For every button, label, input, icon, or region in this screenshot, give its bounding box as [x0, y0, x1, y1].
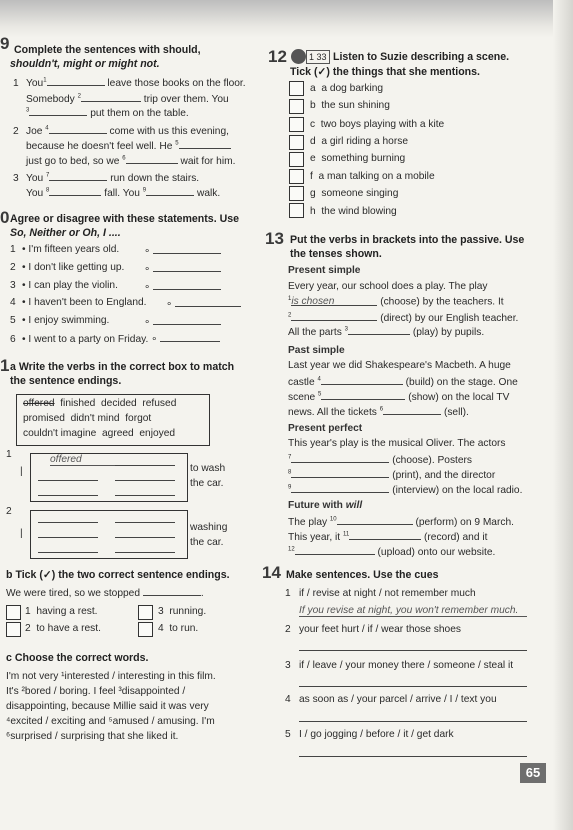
text-line: disappointing, because Millie said it was very	[6, 701, 209, 712]
answer-blank[interactable]	[49, 186, 101, 196]
answer-blank[interactable]	[291, 483, 389, 493]
bracket-mark: |	[20, 528, 23, 539]
list-item: 1 if / revise at night / not remember much	[285, 588, 476, 599]
list-item: $^3$ put them on the table.	[26, 107, 189, 119]
exercise-heading: Agree or disagree with these statements. Use	[10, 213, 240, 225]
tick-checkbox[interactable]	[289, 203, 304, 218]
answer-blank[interactable]	[115, 528, 175, 538]
word-box-row: couldn't imagine agreed enjoyed	[23, 428, 176, 439]
group-number: 2	[6, 506, 12, 517]
option-label: d a girl riding a horse	[310, 136, 408, 147]
text-line: It's ²bored / boring. I feel ³disappointed /	[6, 686, 186, 697]
answer-blank[interactable]	[153, 280, 221, 290]
tick-checkbox[interactable]	[289, 99, 304, 114]
list-item: 3 if / leave / your money there / someone / steal it	[285, 660, 514, 671]
answer-blank[interactable]	[321, 390, 405, 400]
answer-line[interactable]	[299, 686, 527, 687]
list-item: because he doesn't feel well. He $^5$	[26, 139, 231, 152]
answer-line[interactable]	[299, 721, 527, 722]
text-line: $^{12}$ (upload) onto our website.	[288, 546, 496, 558]
list-item: 4 • I haven't been to England.	[10, 297, 147, 308]
exercise-heading: Listen to Suzie describing a scene.	[333, 51, 510, 63]
text-line: This year's play is the musical Oliver. The actors	[288, 438, 506, 449]
answer-blank[interactable]	[153, 315, 221, 325]
exercise-heading: b Tick (✓) the two correct sentence endings.	[6, 569, 230, 581]
list-item: 3 You $^7$ run down the stairs.	[13, 172, 200, 184]
answer-blank[interactable]	[295, 545, 375, 555]
answer-blank[interactable]	[38, 513, 98, 523]
answer-blank[interactable]	[321, 375, 403, 385]
option-label: 4 to run.	[158, 623, 199, 634]
exercise-number: 13	[265, 229, 284, 248]
exercise-heading: Tick (✓) the things that she mentions.	[290, 66, 480, 78]
track-number: 1 33	[306, 50, 330, 64]
list-item: ∘	[144, 244, 221, 257]
option-label: g someone singing	[310, 188, 399, 199]
option-label: 3 running.	[158, 606, 207, 617]
section-title: Present simple	[288, 265, 361, 276]
answer-blank[interactable]	[175, 297, 241, 307]
tick-checkbox[interactable]	[6, 605, 21, 620]
answer-blank[interactable]	[153, 244, 221, 254]
answer-blank[interactable]	[291, 468, 389, 478]
sentence-ending: to wash	[190, 463, 226, 474]
text-line: news. All the tickets $^6$ (sell).	[288, 406, 469, 418]
answer-blank[interactable]	[81, 92, 141, 102]
answer-blank[interactable]	[115, 456, 175, 466]
list-item: just go to bed, so we $^6$ wait for him.	[26, 155, 236, 167]
list-item: Somebody $^2$ trip over them. You	[26, 93, 229, 105]
list-item: You $^8$ fall. You $^9$ walk.	[26, 187, 221, 199]
tick-checkbox[interactable]	[289, 135, 304, 150]
text-line: The play $^{10}$ (perform) on 9 March.	[288, 516, 514, 528]
word-box-row: promised didn't mind forgot	[23, 413, 152, 424]
answer-blank[interactable]	[160, 332, 220, 342]
tick-checkbox[interactable]	[289, 169, 304, 184]
list-item: 6 • I went to a party on Friday. ∘	[10, 332, 220, 345]
option-label: c two boys playing with a kite	[310, 119, 445, 130]
tick-checkbox[interactable]	[289, 186, 304, 201]
exercise-heading: the tenses shown.	[290, 248, 382, 260]
option-label: h the wind blowing	[310, 206, 397, 217]
answer-blank[interactable]	[38, 471, 98, 481]
list-item: 5 I / go jogging / before / it / get dark	[285, 729, 454, 740]
text-line: ⁴excited / exciting and ⁵amused / amusing. I'm	[6, 716, 215, 727]
answer-blank[interactable]	[29, 106, 87, 116]
text-line: $^2$ (direct) by our English teacher.	[288, 312, 519, 324]
text-line: $^7$ (choose). Posters	[288, 454, 473, 466]
exercise-number: 12	[268, 47, 287, 66]
exercise-heading: So, Neither or Oh, I ....	[10, 227, 121, 239]
exercise-number: 14	[262, 563, 281, 582]
answer-blank[interactable]	[115, 513, 175, 523]
exercise-heading: a Write the verbs in the correct box to match	[10, 361, 235, 373]
word-box-row: offered finished decided refused	[23, 398, 177, 409]
text-line: All the parts $^3$ (play) by pupils.	[288, 326, 485, 338]
answer-blank[interactable]	[146, 186, 194, 196]
section-title: Future with will	[288, 500, 363, 511]
list-item: 1 • I'm fifteen years old.	[10, 244, 120, 255]
text-line: castle $^4$ (build) on the stage. One	[288, 376, 518, 388]
sentence-stem: We were tired, so we stopped .	[6, 588, 204, 599]
answer-blank[interactable]	[38, 543, 98, 553]
bracket-mark: |	[20, 466, 23, 477]
answer-blank[interactable]	[383, 405, 441, 415]
exercise-heading: shouldn't, might or might not.	[10, 58, 160, 70]
text-line: $^1$is chosen (choose) by the teachers. It	[288, 296, 504, 308]
text-line: ⁶surprised / surprising that she liked it.	[6, 731, 179, 742]
option-label: a a dog barking	[310, 83, 384, 94]
list-item: 2 • I don't like getting up.	[10, 262, 125, 273]
answer-example: offered	[50, 456, 120, 469]
tick-checkbox[interactable]	[289, 81, 304, 96]
answer-blank[interactable]	[179, 139, 231, 149]
answer-blank[interactable]	[291, 311, 377, 321]
text-line: This year, it $^{11}$ (record) and it	[288, 531, 488, 543]
answer-blank[interactable]	[348, 325, 410, 335]
sentence-ending: the car.	[190, 537, 224, 548]
list-item: ∘	[166, 297, 241, 310]
text-line: $^9$ (interview) on the local radio.	[288, 484, 523, 496]
tick-checkbox[interactable]	[138, 605, 153, 620]
option-label: e something burning	[310, 153, 406, 164]
answer-blank[interactable]	[115, 543, 175, 553]
answer-blank[interactable]	[38, 486, 98, 496]
answer-blank[interactable]	[49, 124, 107, 134]
text-line: scene $^5$ (show) on the local TV	[288, 391, 510, 403]
sentence-ending: washing	[190, 522, 228, 533]
answer-example: If you revise at night, you won't remember much.	[299, 605, 527, 617]
exercise-number: 1	[0, 356, 10, 375]
list-item: 2 Joe $^4$ come with us this evening,	[13, 125, 229, 137]
answer-blank[interactable]	[291, 453, 389, 463]
option-label: b the sun shining	[310, 100, 390, 111]
page-shadow-top	[0, 0, 573, 38]
text-line: Last year we did Shakespeare's Macbeth. A huge	[288, 360, 511, 371]
text-line: I'm not very ¹interested / interesting in this film.	[6, 671, 216, 682]
exercise-heading: Complete the sentences with should,	[14, 44, 201, 56]
answer-blank[interactable]	[115, 471, 175, 481]
answer-blank[interactable]	[49, 171, 107, 181]
tick-checkbox[interactable]	[289, 152, 304, 167]
answer-blank[interactable]	[115, 486, 175, 496]
exercise-heading: c Choose the correct words.	[6, 652, 149, 664]
list-item: ∘	[144, 315, 221, 328]
answer-blank[interactable]	[337, 515, 413, 525]
tick-checkbox[interactable]	[289, 117, 304, 132]
audio-cd-icon[interactable]	[291, 49, 306, 64]
list-item: 1 You$^1$ leave those books on the floor.	[13, 77, 246, 89]
option-label: f a man talking on a mobile	[310, 171, 435, 182]
tick-checkbox[interactable]	[138, 622, 153, 637]
list-item: 3 • I can play the violin.	[10, 280, 118, 291]
list-item: 4 as soon as / your parcel / arrive / I / text you	[285, 694, 497, 705]
answer-blank[interactable]	[126, 154, 178, 164]
group-number: 1	[6, 449, 12, 460]
answer-line[interactable]	[299, 756, 527, 757]
option-label: 2 to have a rest.	[25, 623, 101, 634]
exercise-heading: the sentence endings.	[10, 375, 122, 387]
page-number: 65	[520, 763, 546, 783]
exercise-number: 9	[0, 34, 10, 53]
answer-example: is chosen	[291, 296, 377, 306]
answer-blank[interactable]	[349, 530, 421, 540]
answer-blank[interactable]	[47, 76, 105, 86]
list-item: 2 your feet hurt / if / wear those shoes	[285, 624, 461, 635]
section-title: Past simple	[288, 345, 345, 356]
exercise-number: 0	[0, 208, 10, 227]
answer-blank[interactable]	[153, 262, 221, 272]
section-title: Present perfect	[288, 423, 363, 434]
list-item: 5 • I enjoy swimming.	[10, 315, 110, 326]
exercise-heading: Make sentences. Use the cues	[286, 569, 439, 581]
page-shadow-right	[553, 0, 573, 830]
text-line: Every year, our school does a play. The play	[288, 281, 488, 292]
sentence-ending: the car.	[190, 478, 224, 489]
text-line: $^8$ (print), and the director	[288, 469, 496, 481]
list-item: ∘	[144, 262, 221, 275]
answer-blank[interactable]	[143, 586, 201, 596]
exercise-heading: Put the verbs in brackets into the passive. Use	[290, 234, 525, 246]
answer-blank[interactable]	[38, 528, 98, 538]
tick-checkbox[interactable]	[6, 622, 21, 637]
list-item: ∘	[144, 280, 221, 293]
answer-line[interactable]	[299, 650, 527, 651]
option-label: 1 having a rest.	[25, 606, 98, 617]
